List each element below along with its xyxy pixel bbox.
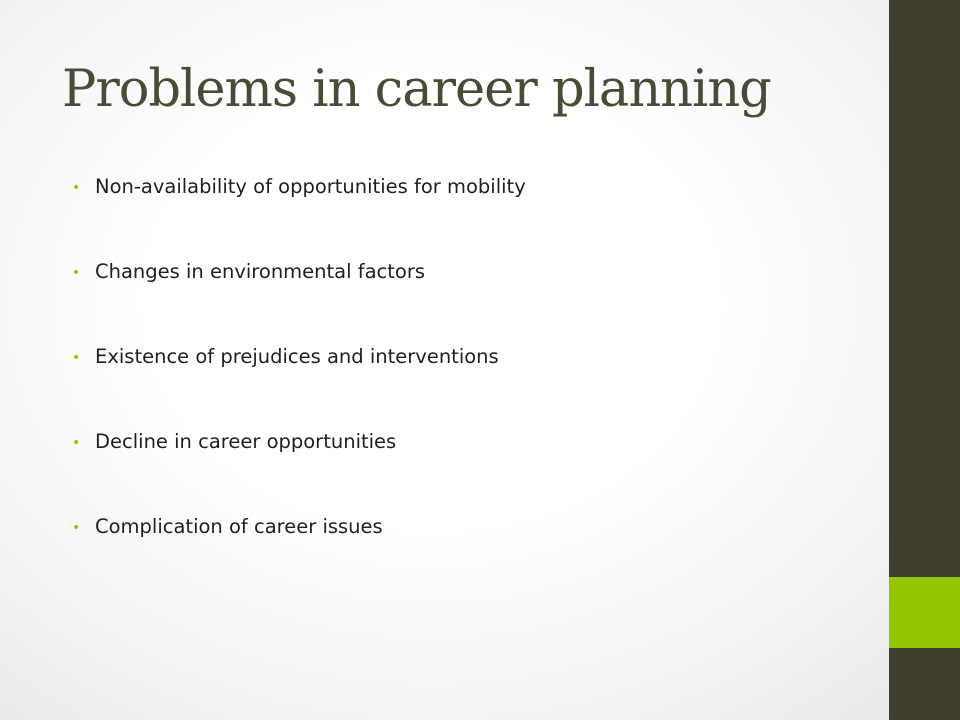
bullet-dot-icon: • [72,265,81,281]
bullet-dot-icon: • [72,520,81,536]
bullet-dot-icon: • [72,350,81,366]
bullet-dot-icon: • [72,180,81,196]
bullet-text: Existence of prejudices and interventions [95,345,499,368]
bullet-dot-icon: • [72,435,81,451]
bullet-text: Complication of career issues [95,515,383,538]
bullet-text: Changes in environmental factors [95,260,426,283]
bullet-text: Decline in career opportunities [95,430,397,453]
slide-title: Problems in career planning [62,60,771,119]
bullet-text: Non-availability of opportunities for mobility [95,175,526,198]
accent-block [889,577,960,648]
